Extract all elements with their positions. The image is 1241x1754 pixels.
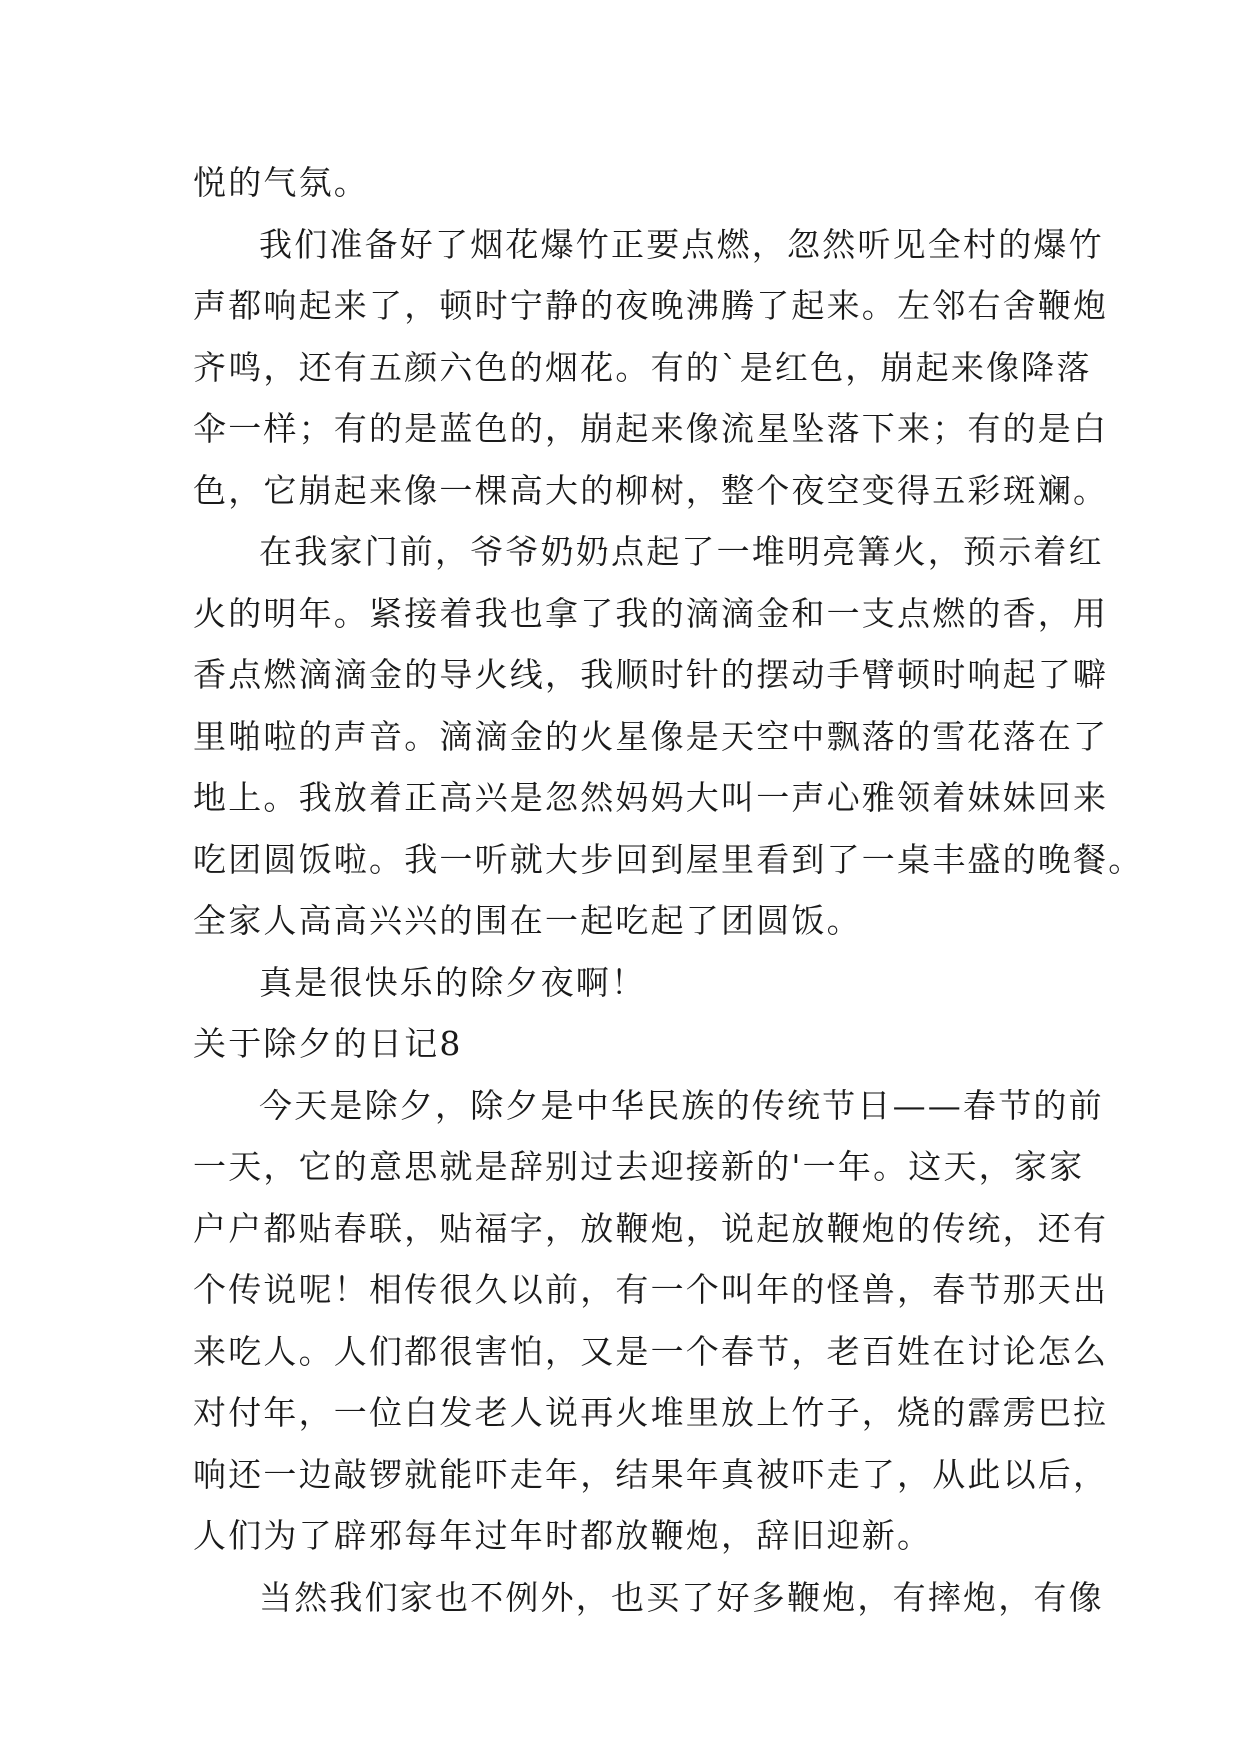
text-line: 当然我们家也不例外，也买了好多鞭炮，有摔炮，有像 <box>259 1577 1104 1617</box>
text-line: 真是很快乐的除夕夜啊！ <box>259 962 647 1002</box>
text-line: 地上。我放着正高兴是忽然妈妈大叫一声心雅领着妹妹回来 <box>193 778 1109 817</box>
text-line: 悦的气氛。 <box>193 163 369 202</box>
text-line: 香点燃滴滴金的导火线，我顺时针的摆动手臂顿时响起了噼 <box>193 655 1109 694</box>
text-line: 我们准备好了烟花爆竹正要点燃，忽然听见全村的爆竹 <box>259 224 1104 264</box>
text-line: 声都响起来了，顿时宁静的夜晚沸腾了起来。左邻右舍鞭炮 <box>193 286 1109 325</box>
text-line: 来吃人。人们都很害怕，又是一个春节，老百姓在讨论怎么 <box>193 1331 1109 1371</box>
text-line: 今天是除夕，除夕是中华民族的传统节日——春节的前 <box>259 1085 1104 1125</box>
text-line: 吃团圆饭啦。我一听就大步回到屋里看到了一桌丰盛的晚餐。 <box>193 839 1144 879</box>
text-line: 对付年，一位白发老人说再火堆里放上竹子，烧的霹雳巴拉 <box>193 1393 1109 1432</box>
text-line: 一天，它的意思就是辞别过去迎接新的'一年。这天，家家 <box>193 1147 1085 1186</box>
document-body <box>193 152 1144 1628</box>
text-line: 全家人高高兴兴的围在一起吃起了团圆饭。 <box>193 901 862 940</box>
text-line: 响还一边敲锣就能吓走年，结果年真被吓走了，从此以后， <box>193 1454 1109 1494</box>
text-line: 伞一样；有的是蓝色的，崩起来像流星坠落下来；有的是白 <box>193 409 1109 448</box>
text-line: 户户都贴春联，贴福字，放鞭炮，说起放鞭炮的传统，还有 <box>193 1208 1109 1248</box>
text-line: 火的明年。紧接着我也拿了我的滴滴金和一支点燃的香，用 <box>193 593 1109 633</box>
text-line: 里啪啦的声音。滴滴金的火星像是天空中飘落的雪花落在了 <box>193 716 1109 756</box>
text-line: 个传说呢！相传很久以前，有一个叫年的怪兽，春节那天出 <box>193 1270 1109 1309</box>
text-line: 齐鸣，还有五颜六色的烟花。有的`是红色，崩起来像降落 <box>193 347 1092 387</box>
text-line: 在我家门前，爷爷奶奶点起了一堆明亮篝火，预示着红 <box>259 532 1104 571</box>
text-line: 关于除夕的日记8 <box>193 1024 463 1063</box>
text-line: 色，它崩起来像一棵高大的柳树，整个夜空变得五彩斑斓。 <box>193 470 1109 510</box>
text-line: 人们为了辟邪每年过年时都放鞭炮，辞旧迎新。 <box>193 1516 933 1555</box>
